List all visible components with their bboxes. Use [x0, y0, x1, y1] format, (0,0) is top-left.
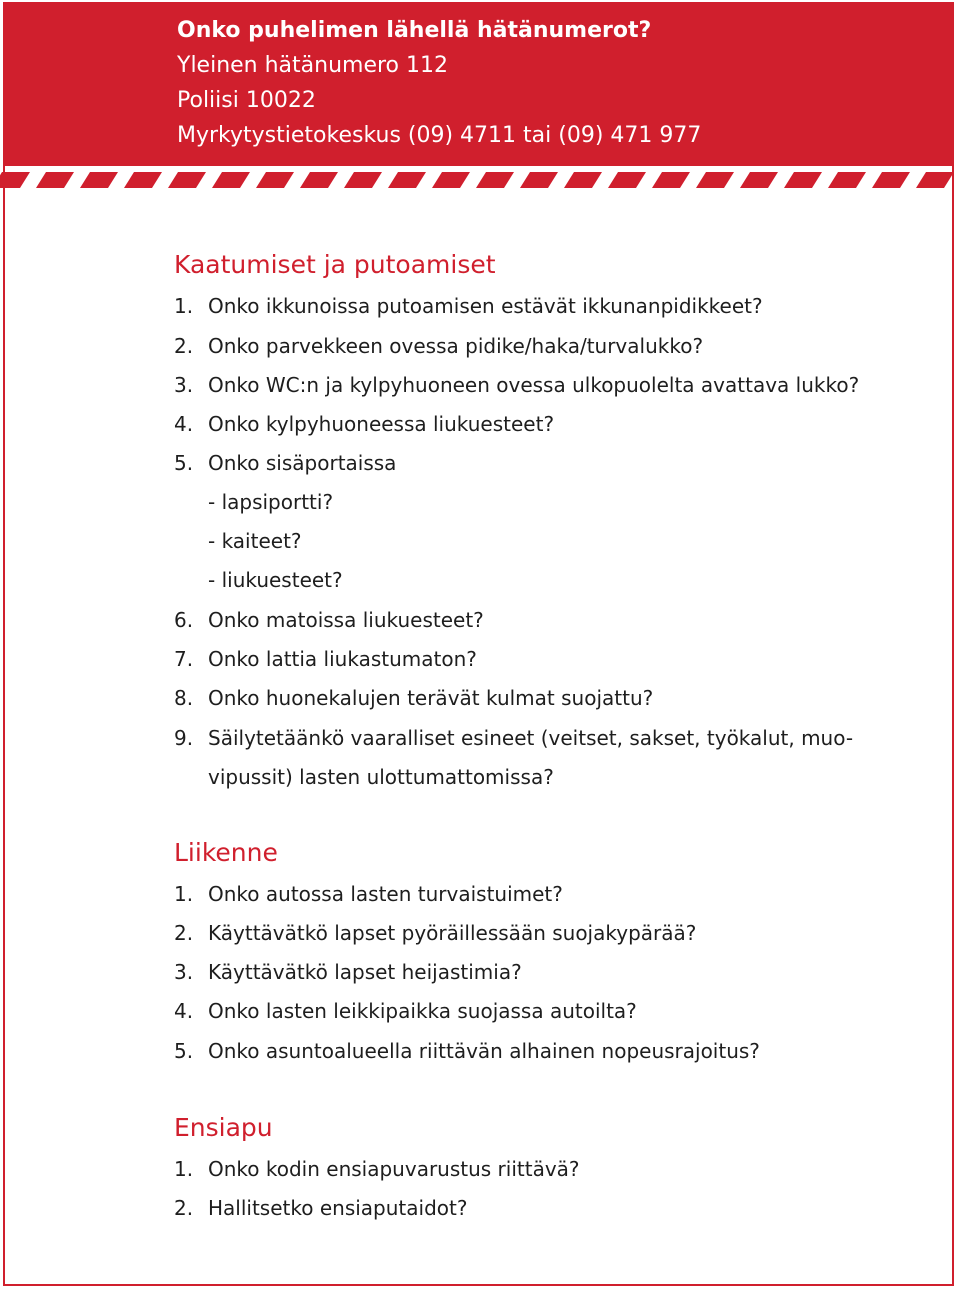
item-text: - lapsiportti?: [208, 490, 334, 514]
banner-police-number: Poliisi 10022: [177, 88, 316, 113]
item-text: Onko parvekkeen ovessa pidike/haka/turvalukko?: [208, 334, 704, 358]
stripe-segment: [344, 172, 382, 188]
stripe-segment: [740, 172, 778, 188]
section-title-traffic: Liikenne: [174, 838, 278, 867]
stripe-segment: [80, 172, 118, 188]
banner-poison-center: Myrkytystietokeskus (09) 4711 tai (09) 471 977: [177, 123, 702, 148]
item-text: vipussit) lasten ulottumattomissa?: [208, 765, 554, 789]
stripe-segment: [124, 172, 162, 188]
section-title-first-aid: Ensiapu: [174, 1113, 273, 1142]
item-number: 9.: [174, 726, 194, 750]
item-number: 4.: [174, 999, 194, 1023]
stripe-segment: [564, 172, 602, 188]
stripe-segment: [432, 172, 470, 188]
item-text: Onko matoissa liukuesteet?: [208, 608, 484, 632]
item-number: 2.: [174, 334, 194, 358]
emergency-banner: [3, 2, 954, 166]
stripe-segment: [828, 172, 866, 188]
striped-divider: [0, 166, 960, 192]
item-text: - liukuesteet?: [208, 568, 343, 592]
item-text: Onko lasten leikkipaikka suojassa autoilta?: [208, 999, 637, 1023]
stripe-segment: [652, 172, 690, 188]
page-frame: [3, 2, 954, 1286]
item-text: Onko autossa lasten turvaistuimet?: [208, 882, 563, 906]
stripe-segment: [388, 172, 426, 188]
item-number: 5.: [174, 451, 194, 475]
item-number: 1.: [174, 1157, 194, 1181]
item-text: Käyttävätkö lapset heijastimia?: [208, 960, 522, 984]
stripe-segment: [784, 172, 822, 188]
item-text: Säilytetäänkö vaaralliset esineet (veitset, sakset, työkalut, muo-: [208, 726, 854, 750]
item-text: Onko asuntoalueella riittävän alhainen nopeusrajoitus?: [208, 1039, 760, 1063]
item-number: 3.: [174, 960, 194, 984]
stripe-segment: [212, 172, 250, 188]
section-title-falls: Kaatumiset ja putoamiset: [174, 250, 496, 279]
item-text: Onko kodin ensiapuvarustus riittävä?: [208, 1157, 580, 1181]
stripe-segment: [520, 172, 558, 188]
banner-question: Onko puhelimen lähellä hätänumerot?: [177, 18, 652, 43]
item-number: 3.: [174, 373, 194, 397]
item-number: 2.: [174, 921, 194, 945]
item-number: 1.: [174, 294, 194, 318]
item-text: Onko sisäportaissa: [208, 451, 397, 475]
item-number: 7.: [174, 647, 194, 671]
item-number: 6.: [174, 608, 194, 632]
stripe-segment: [696, 172, 734, 188]
item-text: Onko ikkunoissa putoamisen estävät ikkunanpidikkeet?: [208, 294, 763, 318]
item-number: 5.: [174, 1039, 194, 1063]
item-text: Hallitsetko ensiaputaidot?: [208, 1196, 468, 1220]
stripe-segment: [476, 172, 514, 188]
item-text: - kaiteet?: [208, 529, 302, 553]
item-text: Käyttävätkö lapset pyöräillessään suojakypärää?: [208, 921, 697, 945]
stripe-segment: [0, 172, 30, 188]
item-text: Onko huonekalujen terävät kulmat suojattu?: [208, 686, 654, 710]
stripe-segment: [168, 172, 206, 188]
item-text: Onko kylpyhuoneessa liukuesteet?: [208, 412, 555, 436]
stripe-segment: [36, 172, 74, 188]
stripe-segment: [300, 172, 338, 188]
item-text: Onko lattia liukastumaton?: [208, 647, 477, 671]
item-number: 1.: [174, 882, 194, 906]
stripe-segment: [256, 172, 294, 188]
stripe-segment: [916, 172, 954, 188]
item-text: Onko WC:n ja kylpyhuoneen ovessa ulkopuolelta avattava lukko?: [208, 373, 860, 397]
banner-emergency-number: Yleinen hätänumero 112: [177, 53, 449, 78]
item-number: 2.: [174, 1196, 194, 1220]
item-number: 4.: [174, 412, 194, 436]
stripe-segment: [608, 172, 646, 188]
item-number: 8.: [174, 686, 194, 710]
stripe-segment: [872, 172, 910, 188]
